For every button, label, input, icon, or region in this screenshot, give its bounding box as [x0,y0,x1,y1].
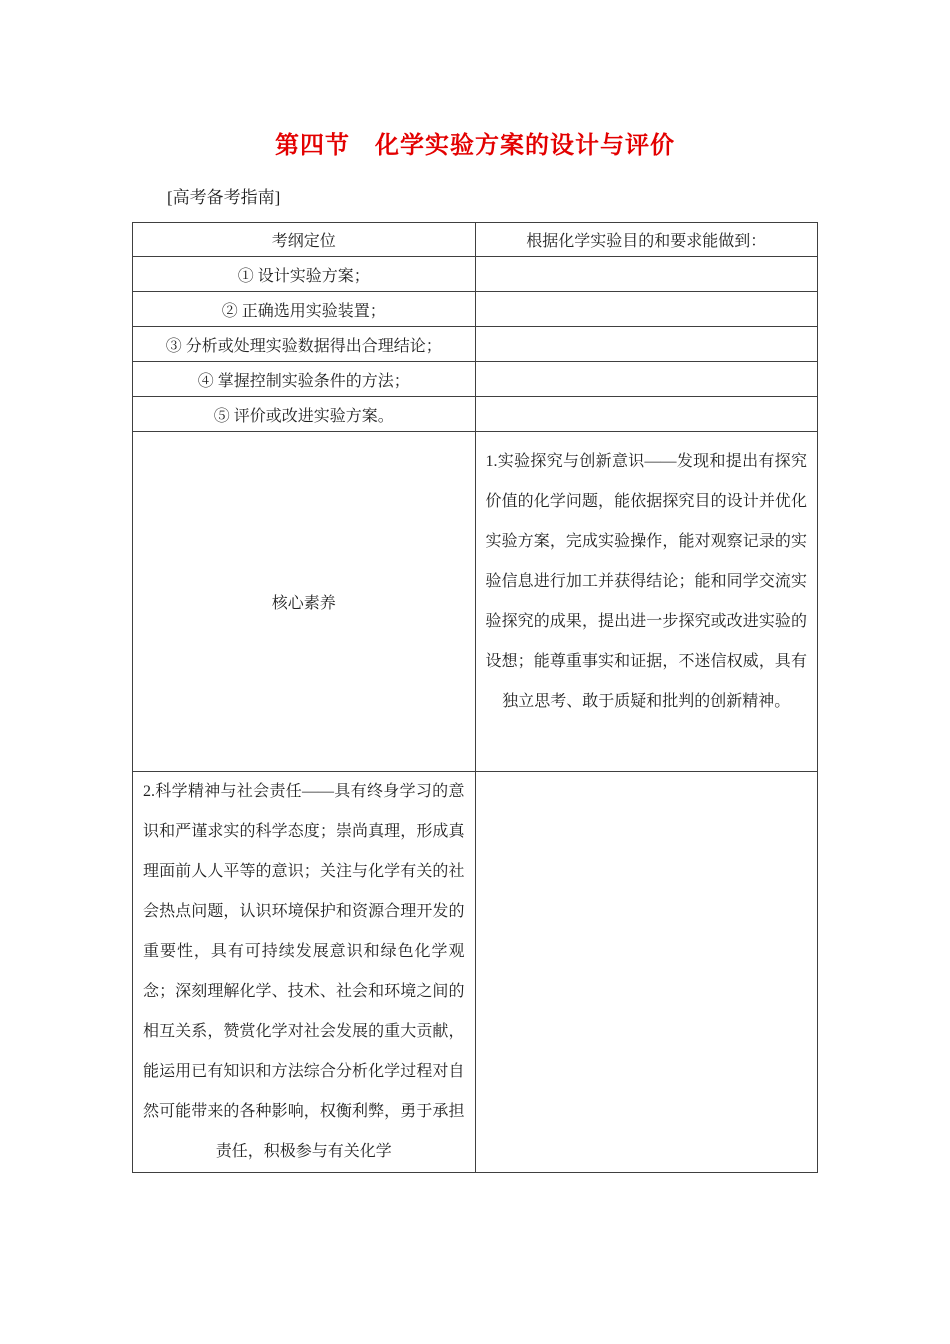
header-cell-outline: 考纲定位 [133,223,476,257]
outline-row-3 [133,327,818,362]
core-literacy-item-2: 2.科学精神与社会责任——具有终身学习的意识和严谨求实的科学态度；崇尚真理，形成真理面前人人平等的意识；关注与化学有关的社会热点问题，认识环境保护和资源合理开发的重要性，具有可持续发展意识和绿色化学观念；深刻理解化学、技术、社会和环境之间的相互关系，赞赏化学对社会发展的重大贡献，能运用已有知识和方法综合分析化学过程对自然可能带来的各种影响，权衡利弊，勇于承担责任，积极参与有关化学 [133,772,476,1173]
empty-cell [475,362,818,397]
table-header-row [133,223,818,257]
header-cell-requirements: 根据化学实验目的和要求能做到： [475,223,818,257]
empty-cell [475,257,818,292]
empty-cell [475,327,818,362]
page-title: 第四节 化学实验方案的设计与评价 [275,133,675,159]
empty-cell [475,292,818,327]
outline-item-3: ③ 分析或处理实验数据得出合理结论； [133,327,476,362]
exam-prep-guide-label: [高考备考指南] [167,188,281,208]
outline-row-5 [133,397,818,432]
outline-item-4: ④ 掌握控制实验条件的方法； [133,362,476,397]
outline-row-4 [133,362,818,397]
core-literacy-item-1: 1.实验探究与创新意识——发现和提出有探究价值的化学问题，能依据探究目的设计并优化实验方案，完成实验操作，能对观察记录的实验信息进行加工并获得结论；能和同学交流实验探究的成果，提出进一步探究或改进实验的设想；能尊重事实和证据，不迷信权威，具有独立思考、敢于质疑和批判的创新精神。 [475,432,818,772]
outline-item-1: ① 设计实验方案； [133,257,476,292]
empty-cell [475,772,818,1173]
exam-guide-table [132,222,818,1173]
outline-item-5: ⑤ 评价或改进实验方案。 [133,397,476,432]
empty-cell [475,397,818,432]
core-literacy-label: 核心素养 [133,432,476,772]
outline-row-1 [133,257,818,292]
outline-item-2: ② 正确选用实验装置； [133,292,476,327]
outline-row-2 [133,292,818,327]
core-literacy-row-2 [133,772,818,1173]
core-literacy-row [133,432,818,772]
